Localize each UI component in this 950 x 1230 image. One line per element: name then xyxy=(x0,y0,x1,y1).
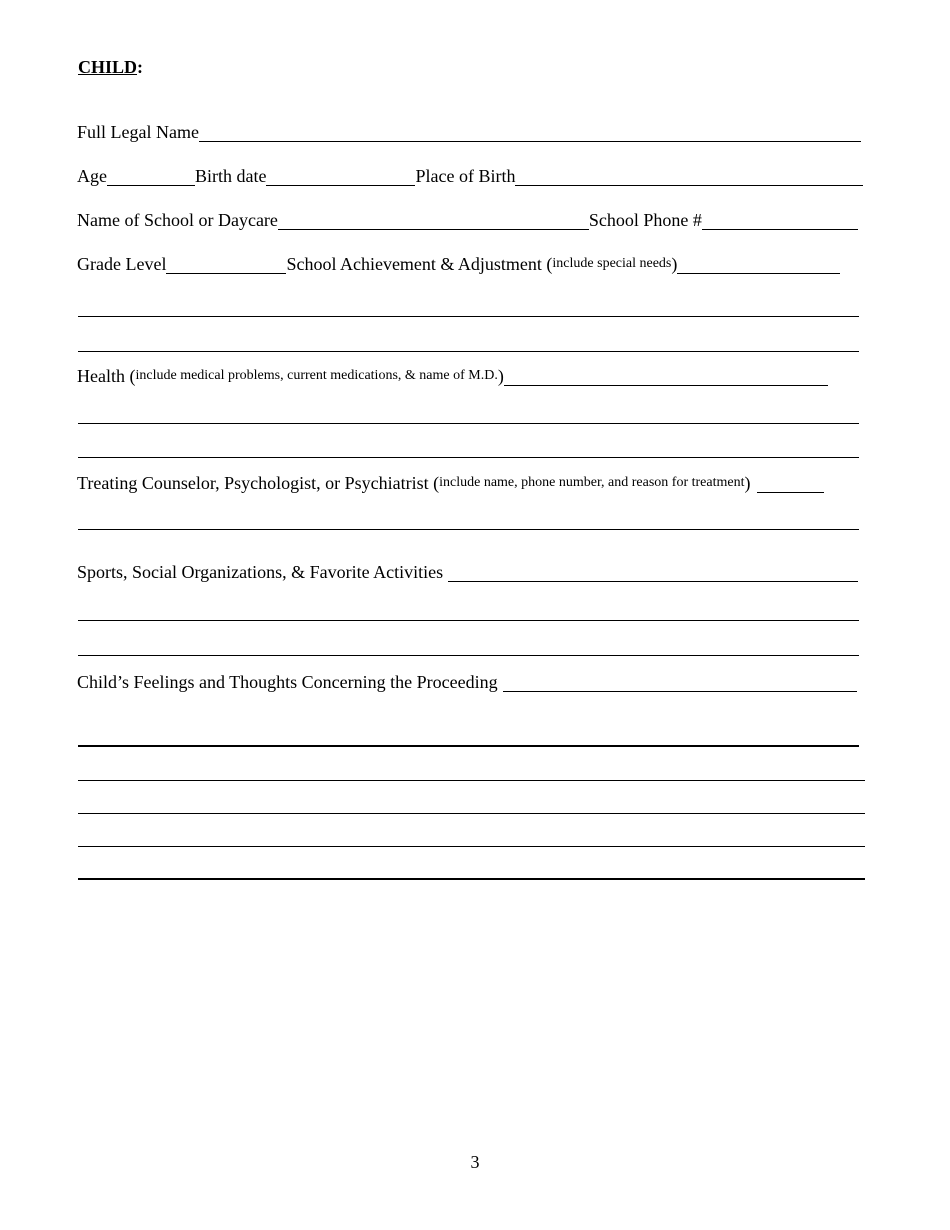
age-field[interactable] xyxy=(107,168,195,186)
counselor-label: Treating Counselor, Psychologist, or Psychiatrist ( xyxy=(77,473,440,493)
feelings-line-4[interactable] xyxy=(78,846,865,847)
activities-line-1[interactable] xyxy=(78,620,859,621)
counselor-line-1[interactable] xyxy=(78,529,859,530)
school-phone-label: School Phone # xyxy=(588,210,702,230)
grade-row xyxy=(77,254,840,274)
school-row xyxy=(77,210,858,230)
achievement-label: School Achievement & Adjustment ( xyxy=(286,254,553,274)
health-line-2[interactable] xyxy=(78,457,859,458)
feelings-line-5[interactable] xyxy=(78,878,865,880)
achievement-field[interactable] xyxy=(677,256,840,274)
achievement-close: ) xyxy=(671,254,678,274)
counselor-field[interactable] xyxy=(757,475,824,493)
school-name-field[interactable] xyxy=(278,212,589,230)
birth-date-label: Birth date xyxy=(195,166,267,186)
achievement-line-1[interactable] xyxy=(78,316,859,317)
activities-label: Sports, Social Organizations, & Favorite Activities xyxy=(77,562,444,582)
school-phone-field[interactable] xyxy=(702,212,858,230)
activities-line-2[interactable] xyxy=(78,655,859,656)
section-colon: : xyxy=(137,57,144,77)
counselor-row xyxy=(77,473,824,493)
health-line-1[interactable] xyxy=(78,423,859,424)
grade-level-field[interactable] xyxy=(166,256,286,274)
health-note: include medical problems, current medications, & name of M.D. xyxy=(135,368,498,383)
full-name-row xyxy=(77,122,861,142)
age-birth-row xyxy=(77,166,863,186)
age-label: Age xyxy=(77,166,107,186)
counselor-note: include name, phone number, and reason for treatment xyxy=(439,475,745,490)
feelings-line-1[interactable] xyxy=(78,745,859,747)
place-of-birth-label: Place of Birth xyxy=(415,166,516,186)
grade-level-label: Grade Level xyxy=(77,254,167,274)
full-name-field[interactable] xyxy=(199,124,861,142)
feelings-row xyxy=(77,672,857,692)
place-of-birth-field[interactable] xyxy=(515,168,863,186)
birth-date-field[interactable] xyxy=(266,168,415,186)
health-field[interactable] xyxy=(504,368,828,386)
feelings-field[interactable] xyxy=(503,674,857,692)
page-number: 3 xyxy=(470,1152,480,1172)
health-label: Health ( xyxy=(77,366,136,386)
health-row xyxy=(77,366,828,386)
feelings-line-3[interactable] xyxy=(78,813,865,814)
feelings-line-2[interactable] xyxy=(78,780,865,781)
feelings-label: Child’s Feelings and Thoughts Concerning the Proceeding xyxy=(77,672,498,692)
achievement-line-2[interactable] xyxy=(78,351,859,352)
section-heading xyxy=(78,57,143,78)
section-title: CHILD xyxy=(78,57,138,77)
school-name-label: Name of School or Daycare xyxy=(77,210,278,230)
achievement-note: include special needs xyxy=(552,256,672,271)
activities-field[interactable] xyxy=(448,564,858,582)
full-name-label: Full Legal Name xyxy=(77,122,199,142)
health-close: ) xyxy=(497,366,504,386)
activities-row xyxy=(77,562,858,582)
counselor-close: ) xyxy=(744,473,751,493)
